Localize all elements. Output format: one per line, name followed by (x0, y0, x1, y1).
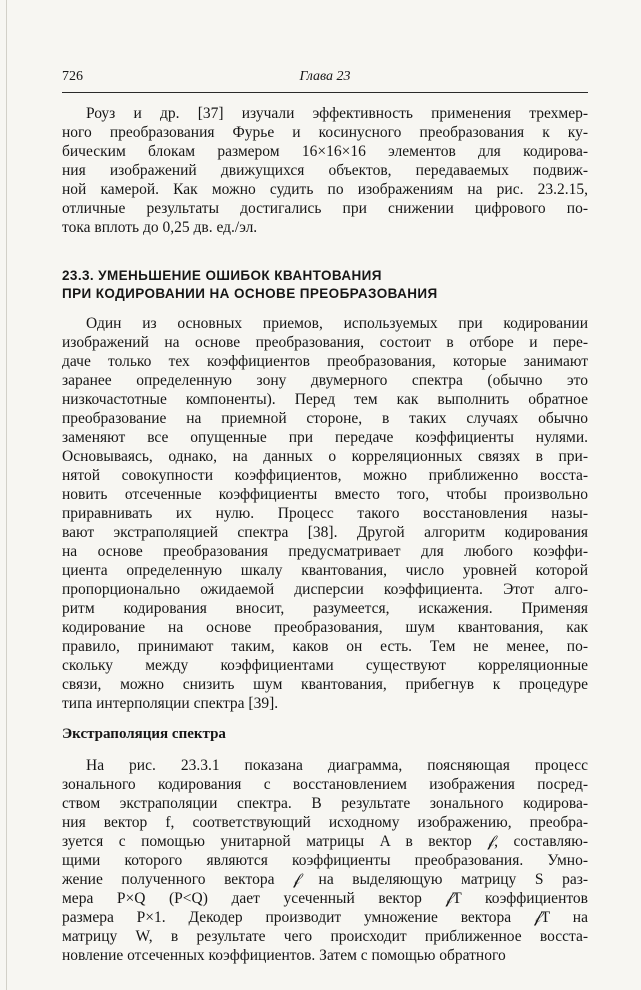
page-edge-line (6, 0, 7, 990)
text-line: нятой совокупности коэффициентов, можно приближенно восста- (62, 467, 588, 484)
text-line: вают экстраполяцией спектра [38]. Другой алгоритм кодирования (62, 524, 588, 541)
text-line: зуется с помощью унитарной матрицы A в вектор 𝒻, составляю- (62, 833, 588, 850)
text-line: отличные результаты достигались при снижении цифрового по- (62, 200, 588, 217)
text-line: мера P×Q (P<Q) дает усеченный вектор 𝒻T коэффициентов (62, 890, 588, 907)
header-rule (62, 92, 588, 93)
text-line: приравнивать их нулю. Процесс такого восстановления назы- (62, 505, 588, 522)
page-header (62, 69, 588, 91)
text-line: типа интерполяции спектра [39]. (62, 695, 279, 712)
text-line: щими которого являются коэффициенты преобразования. Умно- (62, 852, 588, 869)
text-line: ния изображений движущихся объектов, передаваемых подвиж- (62, 162, 588, 179)
text-line: связи, можно снизить шум квантования, прибегнув к процедуре (62, 676, 588, 693)
text-line: зонального кодирования с восстановлением изображения посред- (62, 776, 588, 793)
section-heading-line: ПРИ КОДИРОВАНИИ НА ОСНОВЕ ПРЕОБРАЗОВАНИЯ (62, 286, 438, 301)
text-line: тока вплоть до 0,25 дв. ед./эл. (62, 219, 258, 236)
text-line: циента определенную шкалу квантования, число уровней которой (62, 562, 588, 579)
paragraph-2 (62, 314, 588, 713)
text-line: на основе преобразования предусматривает для любого коэффи- (62, 543, 588, 560)
text-line: новить отсеченные коэффициенты вместо того, чтобы произвольно (62, 486, 588, 503)
subheading: Экстраполяция спектра (62, 726, 226, 742)
running-head: Глава 23 (299, 69, 351, 84)
subheading-block (62, 724, 588, 744)
text-line: Основываясь, однако, на данных о корреляционных связях в при- (62, 448, 588, 465)
text-line: скольку между коэффициентами существуют корреляционные (62, 657, 588, 674)
text-line: изображений на основе преобразования, состоит в отборе и пере- (62, 334, 588, 351)
text-line: Один из основных приемов, используемых при кодировании (86, 315, 588, 332)
text-line: даче только тех коэффициентов преобразования, которые занимают (62, 353, 588, 370)
text-line: ной камерой. Как можно судить по изображениям на рис. 23.2.15, (62, 181, 588, 198)
paragraph-3 (62, 756, 588, 965)
section-heading-line: 23.3. УМЕНЬШЕНИЕ ОШИБОК КВАНТОВАНИЯ (62, 268, 382, 283)
text-line: ного преобразования Фурье и косинусного преобразования к ку- (62, 124, 588, 141)
text-line: новление отсеченных коэффициентов. Затем с помощью обратного (62, 947, 506, 964)
text-line: преобразование на приемной стороне, в таких случаях обычно (62, 410, 588, 427)
text-line: ния вектор f, соответствующий исходному изображению, преобра- (62, 814, 588, 831)
text-line: размера P×1. Декодер производит умножение вектора 𝒻T на (62, 909, 588, 926)
text-line: кодирование на основе преобразования, шум квантования, как (62, 619, 588, 636)
text-line: заранее определенную зону двумерного спектра (обычно это (62, 372, 588, 389)
page-number: 726 (62, 69, 83, 84)
text-line: пропорционально ожидаемой дисперсии коэффициента. Этот алго- (62, 581, 588, 598)
text-line: ством экстраполяции спектра. В результате зонального кодирова- (62, 795, 588, 812)
text-line: заменяют все опущенные при передаче коэффициенты нулями. (62, 429, 588, 446)
section-heading (62, 267, 588, 303)
text-line: жение полученного вектора 𝒻 на выделяющую матрицу S раз- (62, 871, 588, 888)
text-line: Роуз и др. [37] изучали эффективность применения трехмер- (86, 105, 588, 122)
paragraph-1 (62, 104, 588, 237)
text-line: правило, принимают таким, каков он есть. Тем не менее, по- (62, 638, 588, 655)
text-line: матрицу W, в результате чего происходит приближенное восста- (62, 928, 588, 945)
text-line: На рис. 23.3.1 показана диаграмма, поясняющая процесс (86, 757, 588, 774)
text-line: низкочастотные компоненты). Перед тем как выполнить обратное (62, 391, 588, 408)
text-line: ритм кодирования вносит, разумеется, искажения. Применяя (62, 600, 588, 617)
text-line: бическим блокам размером 16×16×16 элементов для кодирова- (62, 143, 588, 160)
